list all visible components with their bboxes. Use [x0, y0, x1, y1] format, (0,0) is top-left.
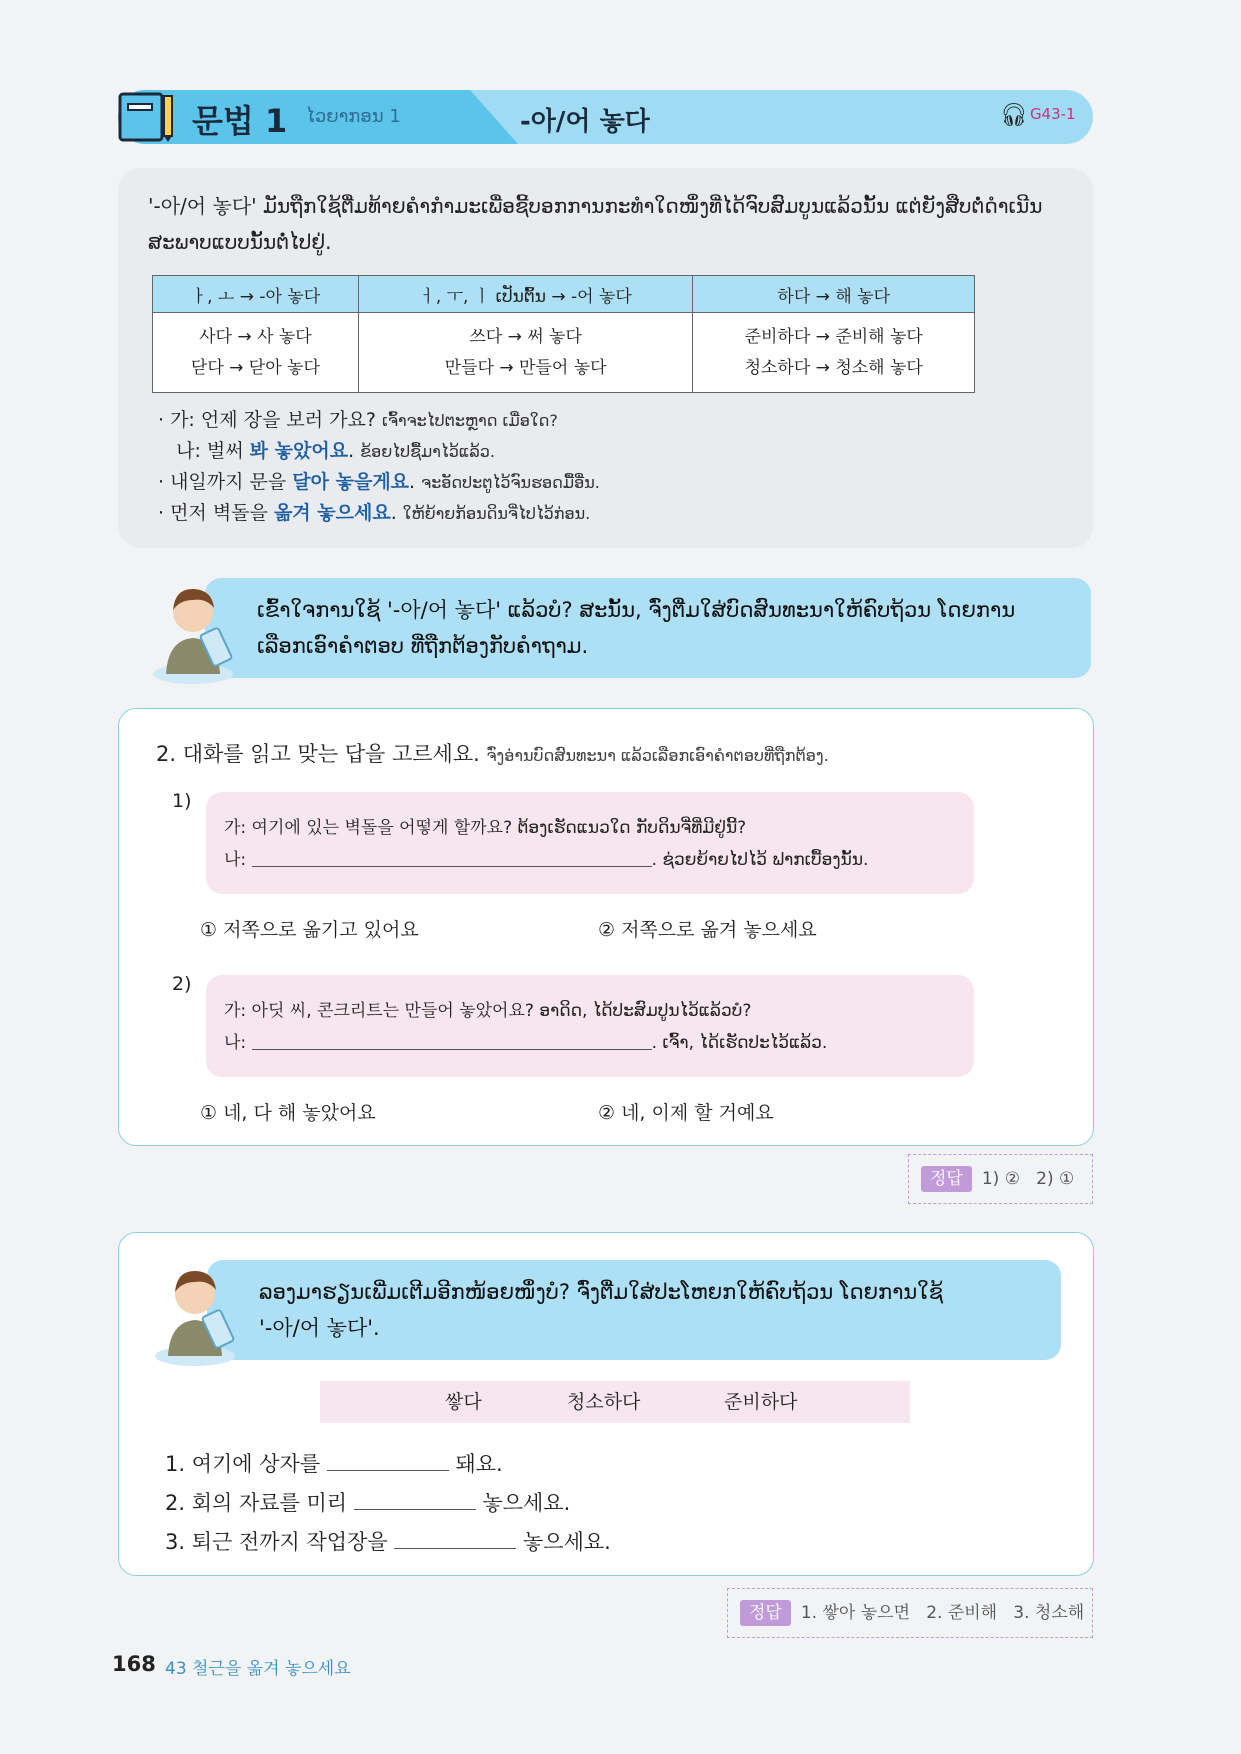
table-cell: 준비하다 → 준비해 놓다 청소하다 → 청소해 놓다 — [693, 313, 975, 393]
fill-sentence: 1. 여기에 상자를 돼요. — [165, 1452, 503, 1476]
dialogue-line-na: 나: . ຊ່ວຍຍ້າຍໄປໄວ້ ຟາກເບື້ອງນັ້ນ. — [224, 844, 974, 876]
example-line: 나: 벌써 봐 놓았어요. ຂ້ອຍໄປຊື້ມາໄວ້ແລ້ວ. — [158, 440, 495, 462]
option-2[interactable]: ② 저쪽으로 옮겨 놓으세요 — [598, 919, 817, 941]
example-line: · 먼저 벽돌을 옮겨 놓으세요. ໃຫ້ຍ້າຍກ້ອນດິນຈີ່ໄປໄວ້ກ່ອນ. — [158, 502, 591, 524]
audio-code: G43-1 — [1029, 105, 1076, 123]
example-list — [158, 405, 600, 529]
table-cell: 쓰다 → 써 놓다 만들다 → 만들어 놓다 — [358, 313, 693, 393]
option-1[interactable]: ① 저쪽으로 옮기고 있어요 — [200, 919, 419, 941]
answer-key-2 — [908, 1154, 1093, 1204]
word-bank — [320, 1381, 910, 1423]
fill-sentence: 3. 퇴근 전까지 작업장을 놓으세요. — [165, 1530, 611, 1554]
fill-sentence: 2. 회의 자료를 미리 놓으세요. — [165, 1491, 571, 1515]
item-number: 2) — [172, 973, 192, 995]
option-2[interactable]: ② 네, 이제 할 거예요 — [598, 1102, 774, 1124]
answer-key-3 — [727, 1588, 1093, 1638]
dialogue-box — [206, 792, 974, 894]
answer-blank[interactable] — [354, 1491, 476, 1510]
dialogue-box — [206, 975, 974, 1077]
bubble-line: ລອງມາຮຽນເພີ່ມເຕີມອີກໜ້ອຍໜຶ່ງບໍ? ຈົ່ງຕື່ມໃສ່ປະໂຫຍກໃຫ້ຄົບຖ້ວນ ໂດຍການໃຊ້ — [259, 1280, 944, 1304]
bubble-line: ເລືອກເອົາຄຳຕອບ ທີ່ຖືກຕ້ອງກັບຄຳຖາມ. — [257, 634, 589, 658]
answer-text: 1. 쌓아 놓으면 2. 준비해 3. 청소해 — [800, 1603, 1085, 1623]
answer-tag: 정답 — [740, 1600, 791, 1626]
page-number: 168 — [112, 1652, 156, 1676]
audio-button[interactable] — [1000, 103, 1076, 128]
table-cell: 사다 → 사 놓다 닫다 → 닫아 놓다 — [153, 313, 359, 393]
example-line: · 내일까지 문을 달아 놓을게요. ຈະອັດປະຕູໄວ້ຈົນຮອດມື້ອື່ນ. — [158, 471, 600, 493]
conjugation-table — [152, 275, 975, 393]
word-bank-item: 쌓다 — [445, 1391, 482, 1413]
answer-blank[interactable] — [252, 1029, 652, 1050]
answer-blank[interactable] — [394, 1530, 516, 1549]
bubble-line: ເຂົ້າໃຈການໃຊ້ '-아/어 놓다' ແລ້ວບໍ? ສະນັ້ນ, ຈົ່ງຕື່ມໃສ່ບົດສົນທະນາໃຫ້ຄົບຖ້ວນ ໂດຍການ — [257, 598, 1016, 622]
chapter-title: 43 철근을 옮겨 놓으세요 — [165, 1659, 351, 1679]
headphones-icon: 🎧︎ — [1000, 103, 1028, 128]
dialogue-line-ga: 가: 아딧 씨, 콘크리트는 만들어 놓았어요? ອາດິດ, ໄດ້ປະສົມປູນໄວ້ແລ້ວບໍ? — [224, 1001, 752, 1021]
exercise-2-title: 2. 대화를 읽고 맞는 답을 고르세요. ຈົ່ງອ່ານບົດສົນທະນາ ແລ້ວເລືອກເອົາຄຳຕອບທີ່ຖືກຕ້ອງ. — [156, 742, 829, 766]
word-bank-item: 청소하다 — [567, 1391, 641, 1413]
teacher-character-icon — [150, 1256, 240, 1366]
book-icon — [118, 90, 176, 144]
instruction-bubble — [205, 578, 1091, 678]
option-1[interactable]: ① 네, 다 해 놓았어요 — [200, 1102, 376, 1124]
grammar-intro: '-아/어 놓다' ມັນຖືກໃຊ້ຕື່ມທ້າຍຄຳກຳມະເພື່ອຊີ້ບອກການກະທຳໃດໜຶ່ງທີ່ໄດ້ຈົບສົມບູນແລ້ວນັ້ນ ແຕ່ຍັງສືບຕໍ່ດຳເນີນສະພາບແບບນັ້ນຕໍ່ໄປຢູ່. — [148, 194, 1043, 254]
table-header: ㅓ, ㅜ, ㅣ ເປັນຕົ້ນ → -어 놓다 — [358, 276, 693, 313]
answer-text: 1) ② 2) ① — [981, 1169, 1075, 1189]
answer-blank[interactable] — [252, 846, 652, 867]
item-number: 1) — [172, 790, 192, 812]
table-header: ㅏ, ㅗ → -아 놓다 — [153, 276, 359, 313]
word-bank-item: 준비하다 — [724, 1391, 798, 1413]
table-header: 하다 → 해 놓다 — [693, 276, 975, 313]
answer-blank[interactable] — [327, 1452, 449, 1471]
instruction-bubble — [207, 1260, 1061, 1360]
example-line: · 가: 언제 장을 보러 가요? ເຈົ້າຈະໄປຕະຫຼາດ ເມື່ອໃດ? — [158, 409, 558, 431]
dialogue-line-ga: 가: 여기에 있는 벽돌을 어떻게 할까요? ຕ້ອງເຮັດແນວໃດ ກັບດິນຈີ່ທີ່ມີຢູ່ນີ້? — [224, 818, 747, 838]
dialogue-line-na: 나: . ເຈົ້າ, ໄດ້ເຮັດປະໄວ້ແລ້ວ. — [224, 1027, 974, 1059]
lesson-subtitle: ໄວຍາກອນ 1 — [306, 106, 401, 127]
grammar-topic: -아/어 놓다 — [520, 107, 650, 137]
answer-tag: 정답 — [921, 1166, 972, 1192]
bubble-line: '-아/어 놓다'. — [259, 1316, 380, 1340]
lesson-title: 문법 1 — [192, 102, 288, 140]
teacher-character-icon — [148, 574, 238, 684]
